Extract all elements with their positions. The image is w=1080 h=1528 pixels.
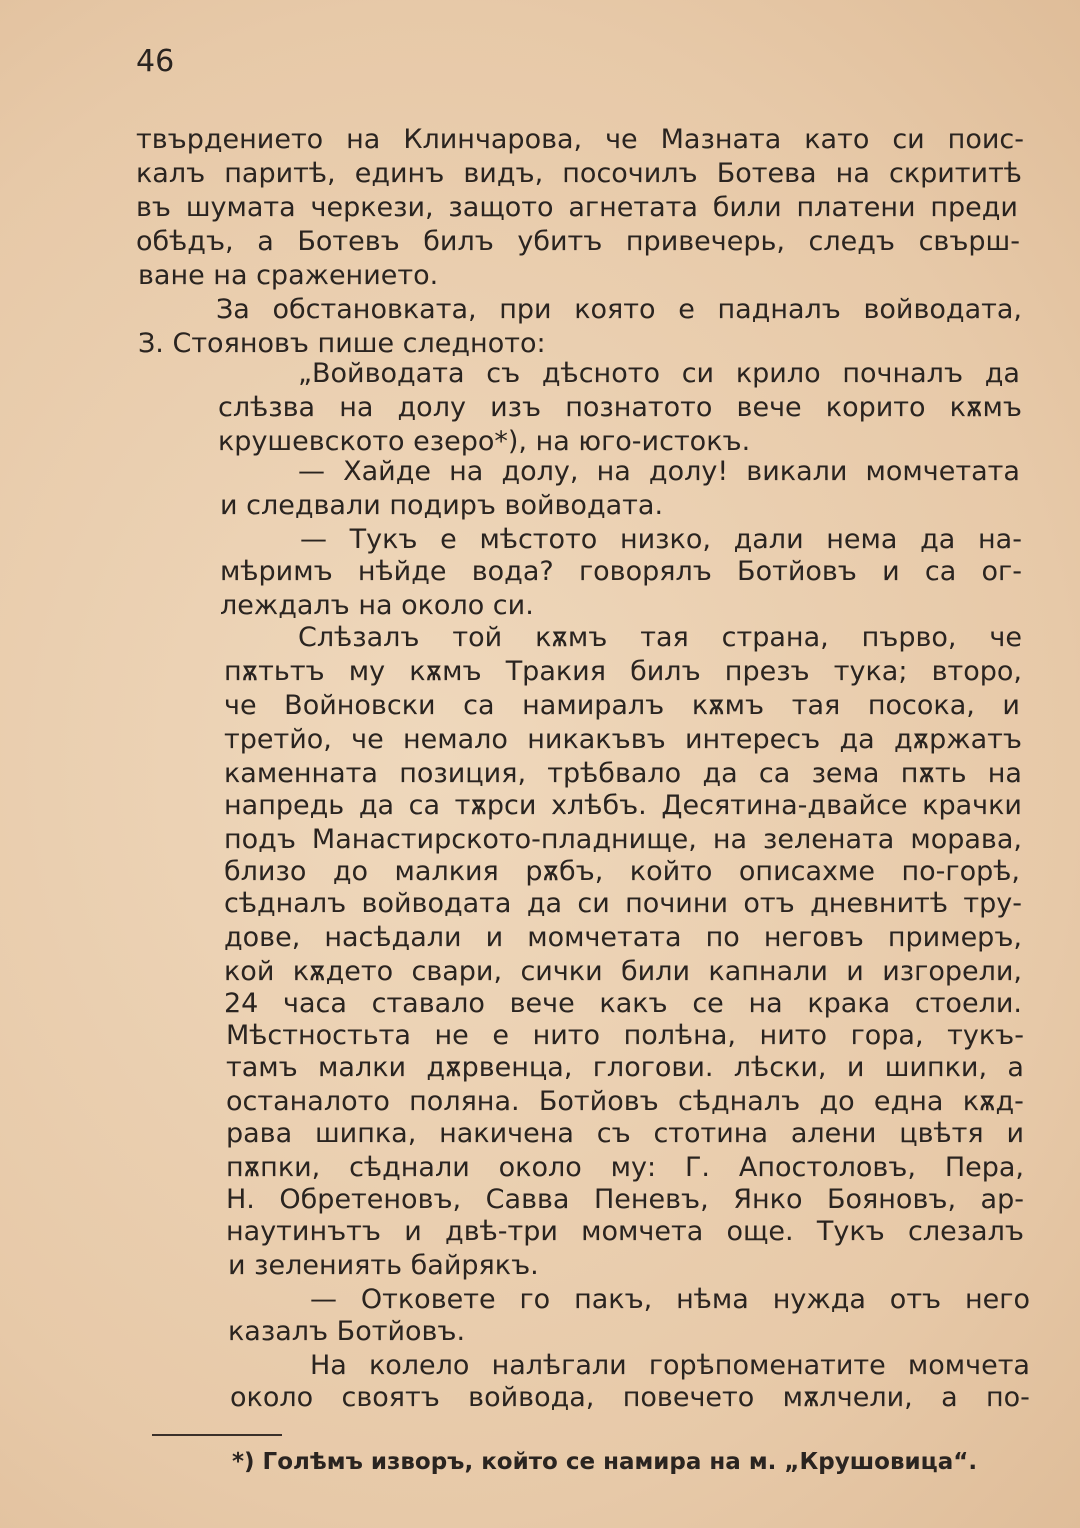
word: посока, xyxy=(867,690,975,721)
page-number: 46 xyxy=(136,44,175,79)
word: скрититѣ xyxy=(888,158,1022,189)
word: и xyxy=(1006,1118,1024,1149)
word: си xyxy=(577,888,610,919)
word: гора, xyxy=(850,1020,924,1051)
word: Г. xyxy=(684,1152,710,1183)
word: на xyxy=(596,456,631,487)
word: Ботйовъ xyxy=(538,1086,659,1117)
word: нѣйде xyxy=(357,556,447,587)
word: и xyxy=(846,956,864,987)
word: нема xyxy=(826,524,898,555)
word: Ботевъ xyxy=(297,226,400,257)
word: и xyxy=(882,556,900,587)
word: — xyxy=(300,524,327,555)
word: близо xyxy=(224,856,307,887)
word: поис- xyxy=(947,124,1024,155)
word: тая xyxy=(640,622,689,653)
word: билъ xyxy=(630,656,701,687)
word: първо, xyxy=(861,622,957,653)
footnote: *) Голѣмъ изворъ, който се намира на м. „Крушовица“. xyxy=(232,1449,978,1475)
word: сички xyxy=(520,956,603,987)
text-line xyxy=(226,1214,1024,1250)
word: той xyxy=(452,622,503,653)
word: обѣдъ, xyxy=(136,226,234,257)
word: низко, xyxy=(619,524,711,555)
word: нѣма xyxy=(676,1284,749,1315)
word: рава xyxy=(226,1118,293,1149)
word: на xyxy=(449,456,484,487)
word: платени xyxy=(796,192,916,223)
word: Десятина-двайсе xyxy=(661,790,908,821)
word: на xyxy=(346,124,381,155)
word: изъ xyxy=(490,392,542,423)
word: трѣбвало xyxy=(547,758,682,789)
text-line xyxy=(298,454,1020,490)
word: подъ xyxy=(224,824,296,855)
word: твърдението xyxy=(136,124,324,155)
word: по-горѣ, xyxy=(901,856,1020,887)
word: пѫть xyxy=(900,758,967,789)
text-line: и зелениять байрякъ. xyxy=(228,1250,539,1281)
word: паритѣ, xyxy=(224,158,336,189)
word: до xyxy=(332,856,369,887)
word: е xyxy=(492,1020,509,1051)
word: Клинчарова, xyxy=(403,124,583,155)
word: падналъ xyxy=(717,294,841,325)
word: шипка, xyxy=(314,1118,417,1149)
text-line xyxy=(224,822,1022,858)
text-line xyxy=(136,122,1024,158)
text-line xyxy=(310,1282,1030,1318)
text-line xyxy=(300,522,1022,558)
word: дневнитѣ xyxy=(810,888,948,919)
word: поляна. xyxy=(409,1086,520,1117)
word: Тукъ xyxy=(816,1216,885,1247)
word: изгорели, xyxy=(882,956,1022,987)
text-line: и следвали подиръ войводата. xyxy=(220,490,664,521)
word: налѣгали xyxy=(491,1350,627,1381)
word: горѣпоменатите xyxy=(648,1350,886,1381)
word: му xyxy=(348,656,386,687)
word: примеръ, xyxy=(887,922,1022,953)
word: тука; xyxy=(833,656,908,687)
word: останалото xyxy=(226,1086,390,1117)
word: вода? xyxy=(471,556,554,587)
word: шумата xyxy=(185,192,296,223)
word: тая xyxy=(791,690,841,721)
word: Савва xyxy=(485,1184,570,1215)
word: били xyxy=(621,956,691,987)
word: морава, xyxy=(910,824,1022,855)
word: съ xyxy=(596,1118,631,1149)
word: долу, xyxy=(501,456,579,487)
word: който xyxy=(629,856,713,887)
word: отъ xyxy=(889,1284,942,1315)
word: никакъвъ xyxy=(527,724,666,755)
text-line xyxy=(298,356,1020,392)
word: на xyxy=(748,988,783,1019)
word: още. xyxy=(726,1216,794,1247)
text-line xyxy=(224,654,1022,690)
word: посочилъ xyxy=(562,158,698,189)
word: позиция, xyxy=(399,758,527,789)
word: кѫмъ xyxy=(535,622,608,653)
word: на- xyxy=(978,524,1022,555)
word: сѣдналъ xyxy=(677,1086,801,1117)
word: да xyxy=(984,358,1020,389)
word: слѣзва xyxy=(218,392,316,423)
word: около xyxy=(230,1382,314,1413)
word: — xyxy=(298,456,325,487)
word: зема xyxy=(811,758,880,789)
word: свърш- xyxy=(918,226,1020,257)
word: крачки xyxy=(922,790,1022,821)
word: ставало xyxy=(371,988,485,1019)
word: не xyxy=(434,1020,469,1051)
word: Тракия xyxy=(505,656,606,687)
word: си xyxy=(892,124,925,155)
word: намиралъ xyxy=(522,690,665,721)
word: и xyxy=(1002,690,1020,721)
word: една xyxy=(873,1086,944,1117)
word: крака xyxy=(807,988,891,1019)
word: Янко xyxy=(733,1184,803,1215)
word: черкези, xyxy=(310,192,434,223)
word: алени xyxy=(790,1118,877,1149)
word: Пера, xyxy=(944,1152,1024,1183)
word: са xyxy=(758,758,791,789)
text-line xyxy=(136,156,1022,192)
word: агнетата xyxy=(568,192,698,223)
word: че xyxy=(351,724,384,755)
word: сѣдналъ xyxy=(224,888,347,919)
word: до xyxy=(819,1086,855,1117)
word: Ботева xyxy=(716,158,817,189)
word: му: xyxy=(610,1152,657,1183)
word: какъ xyxy=(599,988,668,1019)
word: около xyxy=(498,1152,582,1183)
word: лѣски, xyxy=(733,1052,827,1083)
text-line xyxy=(226,1084,1024,1120)
text-line xyxy=(310,1348,1030,1384)
word: се xyxy=(692,988,724,1019)
word: пакъ, xyxy=(574,1284,653,1315)
word: второ, xyxy=(931,656,1022,687)
word: са xyxy=(924,556,957,587)
word: капнали xyxy=(708,956,828,987)
word: момчетата xyxy=(865,456,1020,487)
word: момчетата xyxy=(527,922,682,953)
text-line xyxy=(136,224,1020,260)
word: вече xyxy=(736,392,802,423)
word: да xyxy=(526,888,563,919)
text-line xyxy=(224,688,1020,724)
word: на xyxy=(835,158,870,189)
word: Апостоловъ, xyxy=(738,1152,916,1183)
text-line xyxy=(220,554,1022,590)
word: часа xyxy=(283,988,347,1019)
text-line: казалъ Ботйовъ. xyxy=(228,1316,466,1347)
word: колело xyxy=(368,1350,470,1381)
word: пѫпки, xyxy=(226,1152,321,1183)
word: насѣдали xyxy=(324,922,462,953)
word: на xyxy=(339,392,374,423)
word: при xyxy=(499,294,552,325)
word: ог- xyxy=(981,556,1022,587)
word: да xyxy=(839,724,875,755)
word: мѣримъ xyxy=(220,556,333,587)
word: отъ xyxy=(743,888,795,919)
word: а xyxy=(257,226,274,257)
word: напредь xyxy=(224,790,345,821)
word: долу! xyxy=(648,456,729,487)
text-line: леждалъ на около си. xyxy=(220,590,534,621)
word: малки xyxy=(318,1052,407,1083)
word: неговъ xyxy=(763,922,864,953)
text-line xyxy=(226,1018,1024,1054)
word: нужда xyxy=(772,1284,866,1315)
word: Войновски xyxy=(284,690,436,721)
word: Н. xyxy=(226,1184,255,1215)
text-line xyxy=(224,920,1022,956)
text-line: ване на сражението. xyxy=(138,260,439,291)
word: Манастирското-пладнище, xyxy=(311,824,697,855)
word: въ xyxy=(136,192,171,223)
word: — xyxy=(310,1284,337,1315)
text-line xyxy=(136,190,1018,226)
word: билъ xyxy=(423,226,494,257)
word: че xyxy=(224,690,257,721)
word: по- xyxy=(986,1382,1030,1413)
word: шипки, xyxy=(884,1052,988,1083)
word: били xyxy=(712,192,782,223)
word: и xyxy=(485,922,504,953)
word: обстановката, xyxy=(272,294,477,325)
word: Отковете xyxy=(360,1284,496,1315)
text-line xyxy=(224,854,1020,890)
word: сѣднали xyxy=(349,1152,470,1183)
word: третйо, xyxy=(224,724,332,755)
word: войводата xyxy=(361,888,512,919)
word: преди xyxy=(930,192,1018,223)
word: е xyxy=(440,524,457,555)
word: а xyxy=(1007,1052,1024,1083)
word: дѫрвенца, xyxy=(426,1052,573,1083)
word: по xyxy=(705,922,740,953)
word: и xyxy=(404,1216,422,1247)
word: дали xyxy=(733,524,804,555)
word: войвода, xyxy=(468,1382,595,1413)
text-line xyxy=(298,620,1022,656)
word: тру- xyxy=(963,888,1022,919)
word: двѣ-три xyxy=(445,1216,558,1247)
word: нито xyxy=(532,1020,601,1051)
word: Мѣстностьта xyxy=(226,1020,411,1051)
word: страна, xyxy=(721,622,829,653)
text-line xyxy=(226,1050,1024,1086)
text-line xyxy=(224,954,1022,990)
text-line xyxy=(216,292,1022,328)
word: свари, xyxy=(411,956,503,987)
word: си xyxy=(681,358,715,389)
word: викали xyxy=(746,456,848,487)
word: Слѣзалъ xyxy=(298,622,420,653)
word: глогови. xyxy=(592,1052,714,1083)
word: немало xyxy=(403,724,508,755)
word: съ xyxy=(486,358,521,389)
word: За xyxy=(216,294,250,325)
word: на xyxy=(987,758,1022,789)
word: познатото xyxy=(565,392,713,423)
word: почини xyxy=(625,888,729,919)
word: стоели. xyxy=(914,988,1022,1019)
word: а xyxy=(941,1382,958,1413)
text-line xyxy=(224,788,1022,824)
word: описахме xyxy=(738,856,875,887)
word: полѣна, xyxy=(623,1020,736,1051)
word: тѫрси xyxy=(454,790,537,821)
word: кой xyxy=(224,956,275,987)
word: Мазната xyxy=(660,124,782,155)
word: и xyxy=(846,1052,865,1083)
word: да xyxy=(702,758,738,789)
word: кѫд- xyxy=(962,1086,1024,1117)
word: е xyxy=(678,294,695,325)
word: следъ xyxy=(808,226,895,257)
word: кѫдето xyxy=(292,956,394,987)
word: защото xyxy=(448,192,554,223)
word: момчета xyxy=(907,1350,1030,1381)
word: говорялъ xyxy=(578,556,712,587)
word: ар- xyxy=(980,1184,1024,1215)
word: Обретеновъ, xyxy=(279,1184,462,1215)
word: нито xyxy=(759,1020,827,1051)
word: 24 xyxy=(224,988,259,1019)
text-line: З. Стояновъ пише следното: xyxy=(138,328,546,359)
word: цвѣтя xyxy=(899,1118,984,1149)
word: повечето xyxy=(622,1382,755,1413)
word: Бояновъ, xyxy=(827,1184,957,1215)
word: кѫмъ xyxy=(949,392,1022,423)
word: накичена xyxy=(439,1118,574,1149)
text-line xyxy=(224,722,1022,758)
word: рѫбъ, xyxy=(525,856,604,887)
word: долу xyxy=(397,392,466,423)
word: тамъ xyxy=(226,1052,298,1083)
word: дове, xyxy=(224,922,301,953)
word: него xyxy=(965,1284,1030,1315)
text-line xyxy=(224,886,1022,922)
word: като xyxy=(804,124,870,155)
word: наутинътъ xyxy=(226,1216,381,1247)
word: са xyxy=(463,690,495,721)
word: Ботйовъ xyxy=(737,556,857,587)
word: почналъ xyxy=(842,358,964,389)
word: вече xyxy=(509,988,575,1019)
word: зелената xyxy=(763,824,895,855)
word: стотина xyxy=(653,1118,769,1149)
word: кѫмъ xyxy=(409,656,482,687)
word: привечерь, xyxy=(625,226,785,257)
word: Пеневъ, xyxy=(593,1184,709,1215)
word: крило xyxy=(735,358,821,389)
text-line xyxy=(230,1380,1030,1416)
word: момчета xyxy=(581,1216,704,1247)
word: хлѣбъ. xyxy=(551,790,647,821)
word: убитъ xyxy=(517,226,603,257)
word: дѫржатъ xyxy=(893,724,1022,755)
word: каменната xyxy=(224,758,378,789)
text-line xyxy=(224,756,1022,792)
word: своятъ xyxy=(341,1382,440,1413)
text-line xyxy=(226,1116,1024,1152)
word: която xyxy=(574,294,656,325)
word: малкия xyxy=(394,856,499,887)
word: да xyxy=(358,790,395,821)
word: Хайде xyxy=(343,456,431,487)
word: презъ xyxy=(724,656,810,687)
text-line: крушевското езеро*), на юго-истокъ. xyxy=(218,426,751,457)
text-line xyxy=(218,390,1022,426)
word: на xyxy=(712,824,748,855)
word: мѣстото xyxy=(479,524,598,555)
text-line xyxy=(224,986,1022,1022)
text-line xyxy=(226,1182,1024,1218)
word: войводата, xyxy=(863,294,1022,325)
word: да xyxy=(920,524,956,555)
word: калъ xyxy=(136,158,206,189)
word: пѫтьтъ xyxy=(224,656,325,687)
word: мѫлчели, xyxy=(782,1382,913,1413)
word: че xyxy=(605,124,638,155)
word: дѣсното xyxy=(541,358,660,389)
word: кѫмъ xyxy=(691,690,765,721)
word: са xyxy=(408,790,441,821)
word: слезалъ xyxy=(907,1216,1024,1247)
footnote-separator xyxy=(152,1434,282,1436)
word: единъ xyxy=(354,158,445,189)
word: че xyxy=(989,622,1022,653)
word: Тукъ xyxy=(349,524,418,555)
text-line xyxy=(226,1150,1024,1186)
word: видъ, xyxy=(463,158,544,189)
word: тукъ- xyxy=(947,1020,1024,1051)
word: „Войводата xyxy=(298,358,465,389)
word: корито xyxy=(825,392,926,423)
word: На xyxy=(310,1350,347,1381)
word: интересъ xyxy=(684,724,821,755)
word: го xyxy=(519,1284,551,1315)
